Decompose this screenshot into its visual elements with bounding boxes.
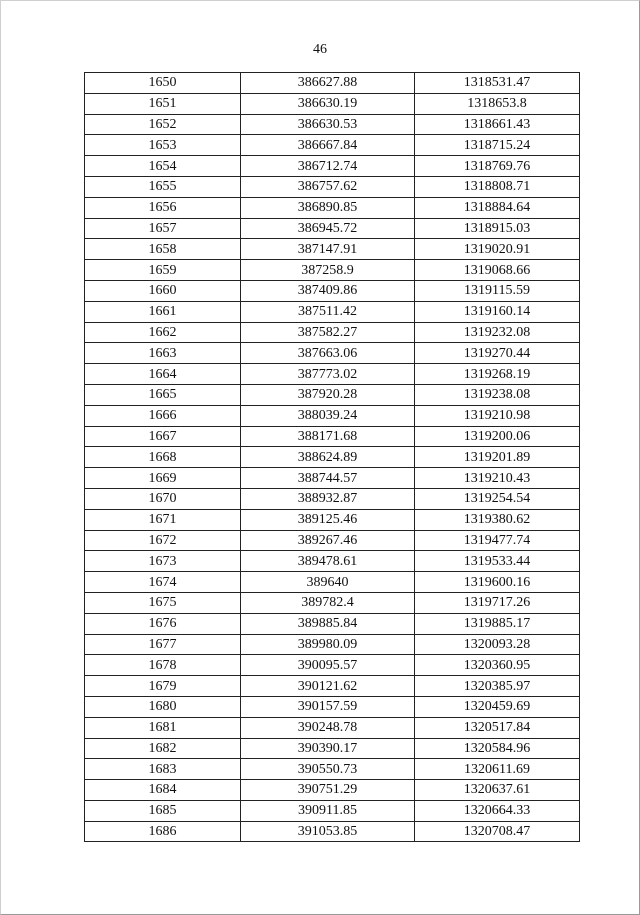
- x-coordinate-cell: 390095.57: [241, 655, 415, 676]
- y-coordinate-cell: 1319210.43: [415, 468, 580, 489]
- x-coordinate-cell: 389782.4: [241, 592, 415, 613]
- y-coordinate-cell: 1320459.69: [415, 696, 580, 717]
- y-coordinate-cell: 1318653.8: [415, 93, 580, 114]
- x-coordinate-cell: 386945.72: [241, 218, 415, 239]
- point-number-cell: 1663: [85, 343, 241, 364]
- x-coordinate-cell: 388744.57: [241, 468, 415, 489]
- y-coordinate-cell: 1320637.61: [415, 780, 580, 801]
- x-coordinate-cell: 387409.86: [241, 280, 415, 301]
- table-row: [85, 592, 580, 613]
- table-row: [85, 343, 580, 364]
- y-coordinate-cell: 1319238.08: [415, 384, 580, 405]
- y-coordinate-cell: 1319268.19: [415, 364, 580, 385]
- table-row: [85, 364, 580, 385]
- x-coordinate-cell: 386630.19: [241, 93, 415, 114]
- y-coordinate-cell: 1319210.98: [415, 405, 580, 426]
- point-number-cell: 1682: [85, 738, 241, 759]
- point-number-cell: 1676: [85, 613, 241, 634]
- point-number-cell: 1686: [85, 821, 241, 842]
- point-number-cell: 1651: [85, 93, 241, 114]
- table-row: [85, 800, 580, 821]
- x-coordinate-cell: 389478.61: [241, 551, 415, 572]
- x-coordinate-cell: 386757.62: [241, 176, 415, 197]
- point-number-cell: 1668: [85, 447, 241, 468]
- table-row: [85, 821, 580, 842]
- x-coordinate-cell: 390157.59: [241, 696, 415, 717]
- table-row: [85, 176, 580, 197]
- point-number-cell: 1664: [85, 364, 241, 385]
- x-coordinate-cell: 387258.9: [241, 260, 415, 281]
- point-number-cell: 1677: [85, 634, 241, 655]
- table-row: [85, 447, 580, 468]
- x-coordinate-cell: 387773.02: [241, 364, 415, 385]
- point-number-cell: 1672: [85, 530, 241, 551]
- x-coordinate-cell: 389267.46: [241, 530, 415, 551]
- y-coordinate-cell: 1319200.06: [415, 426, 580, 447]
- point-number-cell: 1670: [85, 488, 241, 509]
- y-coordinate-cell: 1318769.76: [415, 156, 580, 177]
- y-coordinate-cell: 1318661.43: [415, 114, 580, 135]
- table-row: [85, 509, 580, 530]
- x-coordinate-cell: 391053.85: [241, 821, 415, 842]
- y-coordinate-cell: 1319232.08: [415, 322, 580, 343]
- x-coordinate-cell: 389980.09: [241, 634, 415, 655]
- table-row: [85, 197, 580, 218]
- x-coordinate-cell: 386712.74: [241, 156, 415, 177]
- x-coordinate-cell: 389885.84: [241, 613, 415, 634]
- y-coordinate-cell: 1319885.17: [415, 613, 580, 634]
- point-number-cell: 1652: [85, 114, 241, 135]
- point-number-cell: 1659: [85, 260, 241, 281]
- x-coordinate-cell: 390550.73: [241, 759, 415, 780]
- table-row: [85, 696, 580, 717]
- table-row: [85, 634, 580, 655]
- table-row: [85, 280, 580, 301]
- point-number-cell: 1665: [85, 384, 241, 405]
- y-coordinate-cell: 1319600.16: [415, 572, 580, 593]
- x-coordinate-cell: 390911.85: [241, 800, 415, 821]
- point-number-cell: 1680: [85, 696, 241, 717]
- x-coordinate-cell: 387582.27: [241, 322, 415, 343]
- point-number-cell: 1679: [85, 676, 241, 697]
- coordinates-table: [84, 72, 580, 842]
- x-coordinate-cell: 388171.68: [241, 426, 415, 447]
- y-coordinate-cell: 1319270.44: [415, 343, 580, 364]
- point-number-cell: 1685: [85, 800, 241, 821]
- y-coordinate-cell: 1319380.62: [415, 509, 580, 530]
- y-coordinate-cell: 1318531.47: [415, 73, 580, 94]
- point-number-cell: 1662: [85, 322, 241, 343]
- y-coordinate-cell: 1318715.24: [415, 135, 580, 156]
- table-row: [85, 655, 580, 676]
- table-row: [85, 468, 580, 489]
- y-coordinate-cell: 1318884.64: [415, 197, 580, 218]
- table-row: [85, 93, 580, 114]
- y-coordinate-cell: 1319477.74: [415, 530, 580, 551]
- table-row: [85, 759, 580, 780]
- point-number-cell: 1671: [85, 509, 241, 530]
- table-row: [85, 551, 580, 572]
- table-row: [85, 260, 580, 281]
- table-row: [85, 613, 580, 634]
- x-coordinate-cell: 386627.88: [241, 73, 415, 94]
- coordinates-table-body: [85, 73, 580, 842]
- table-row: [85, 73, 580, 94]
- point-number-cell: 1653: [85, 135, 241, 156]
- x-coordinate-cell: 388932.87: [241, 488, 415, 509]
- table-row: [85, 239, 580, 260]
- x-coordinate-cell: 388039.24: [241, 405, 415, 426]
- x-coordinate-cell: 387511.42: [241, 301, 415, 322]
- point-number-cell: 1660: [85, 280, 241, 301]
- x-coordinate-cell: 387147.91: [241, 239, 415, 260]
- table-row: [85, 738, 580, 759]
- table-row: [85, 530, 580, 551]
- table-row: [85, 114, 580, 135]
- point-number-cell: 1667: [85, 426, 241, 447]
- point-number-cell: 1675: [85, 592, 241, 613]
- point-number-cell: 1661: [85, 301, 241, 322]
- y-coordinate-cell: 1320385.97: [415, 676, 580, 697]
- x-coordinate-cell: 387920.28: [241, 384, 415, 405]
- y-coordinate-cell: 1320664.33: [415, 800, 580, 821]
- point-number-cell: 1655: [85, 176, 241, 197]
- y-coordinate-cell: 1319254.54: [415, 488, 580, 509]
- x-coordinate-cell: 386667.84: [241, 135, 415, 156]
- y-coordinate-cell: 1318808.71: [415, 176, 580, 197]
- point-number-cell: 1683: [85, 759, 241, 780]
- point-number-cell: 1656: [85, 197, 241, 218]
- y-coordinate-cell: 1318915.03: [415, 218, 580, 239]
- y-coordinate-cell: 1319068.66: [415, 260, 580, 281]
- point-number-cell: 1657: [85, 218, 241, 239]
- point-number-cell: 1658: [85, 239, 241, 260]
- x-coordinate-cell: 390248.78: [241, 717, 415, 738]
- y-coordinate-cell: 1319201.89: [415, 447, 580, 468]
- table-row: [85, 572, 580, 593]
- point-number-cell: 1684: [85, 780, 241, 801]
- x-coordinate-cell: 390390.17: [241, 738, 415, 759]
- y-coordinate-cell: 1319533.44: [415, 551, 580, 572]
- point-number-cell: 1681: [85, 717, 241, 738]
- table-row: [85, 218, 580, 239]
- point-number-cell: 1666: [85, 405, 241, 426]
- x-coordinate-cell: 389640: [241, 572, 415, 593]
- y-coordinate-cell: 1320093.28: [415, 634, 580, 655]
- table-row: [85, 676, 580, 697]
- point-number-cell: 1673: [85, 551, 241, 572]
- y-coordinate-cell: 1319020.91: [415, 239, 580, 260]
- point-number-cell: 1674: [85, 572, 241, 593]
- table-row: [85, 156, 580, 177]
- point-number-cell: 1650: [85, 73, 241, 94]
- y-coordinate-cell: 1319115.59: [415, 280, 580, 301]
- y-coordinate-cell: 1320584.96: [415, 738, 580, 759]
- x-coordinate-cell: 387663.06: [241, 343, 415, 364]
- table-row: [85, 405, 580, 426]
- x-coordinate-cell: 389125.46: [241, 509, 415, 530]
- point-number-cell: 1654: [85, 156, 241, 177]
- page-number: 46: [313, 42, 327, 57]
- table-row: [85, 780, 580, 801]
- y-coordinate-cell: 1320611.69: [415, 759, 580, 780]
- point-number-cell: 1669: [85, 468, 241, 489]
- y-coordinate-cell: 1320360.95: [415, 655, 580, 676]
- table-row: [85, 301, 580, 322]
- table-row: [85, 717, 580, 738]
- x-coordinate-cell: 390121.62: [241, 676, 415, 697]
- x-coordinate-cell: 386890.85: [241, 197, 415, 218]
- x-coordinate-cell: 390751.29: [241, 780, 415, 801]
- y-coordinate-cell: 1319160.14: [415, 301, 580, 322]
- y-coordinate-cell: 1320708.47: [415, 821, 580, 842]
- x-coordinate-cell: 386630.53: [241, 114, 415, 135]
- table-row: [85, 135, 580, 156]
- table-row: [85, 384, 580, 405]
- table-row: [85, 488, 580, 509]
- y-coordinate-cell: 1320517.84: [415, 717, 580, 738]
- y-coordinate-cell: 1319717.26: [415, 592, 580, 613]
- table-row: [85, 322, 580, 343]
- point-number-cell: 1678: [85, 655, 241, 676]
- x-coordinate-cell: 388624.89: [241, 447, 415, 468]
- table-row: [85, 426, 580, 447]
